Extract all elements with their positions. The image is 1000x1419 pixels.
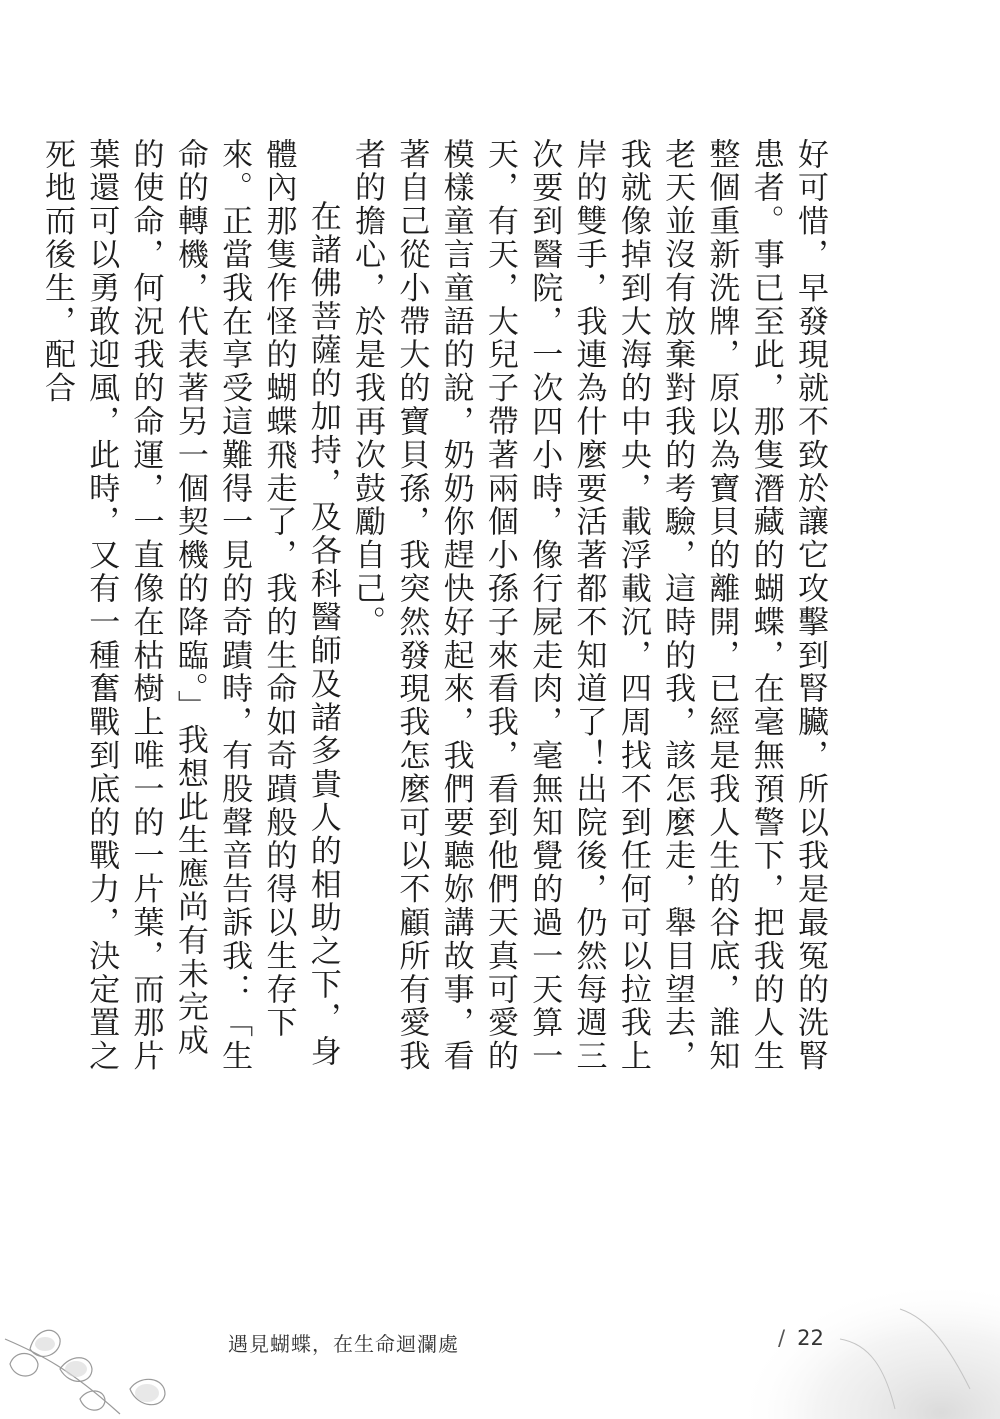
running-title: 遇見蝴蝶，在生命迴瀾處 xyxy=(228,1332,459,1356)
paragraph-1: 好可惜，早發現就不致於讓它攻擊到腎臟，所以我是最冤的洗腎患者。事已至此，那隻潛藏的蝴蝶，在毫無預警下，把我的人生整個重新洗牌，原以為寶貝的離開，已經是我人生的谷底，誰知老天並沒有放棄對我的考驗，這時的我，該怎麼走，舉目望去，我就像掉到大海的中央，載浮載沉，四周找不到任何可以拉我上岸的雙手，我連為什麼要活著都不知道了！出院後，仍然每週三次要到醫院，一次四小時，像行屍走肉，毫無知覺的過一天算一天，有天，大兒子帶著兩個小孫子來看我，看到他們天真可愛的模樣童言童語的說，奶奶你趕快好起來，我們要聽妳講故事，看著自己從小帶大的寶貝孫，我突然發現我怎麼可以不顧所有愛我者的擔心，於是我再次鼓勵自己。 xyxy=(349,138,828,1074)
page-separator: / xyxy=(778,1326,786,1350)
vertical-text-body xyxy=(35,138,832,1078)
ink-wash-icon xyxy=(670,1249,1000,1419)
paragraph-2: 在諸佛菩薩的加持，及各科醫師及諸多貴人的相助之下，身體內那隻作怪的蝴蝶飛走了，我的生命如奇蹟般的得以生存下來。正當我在享受這難得一見的奇蹟時，有股聲音告訴我：「生命的轉機，代表著另一個契機的降臨。」我想此生應尚有未完成的使命，何況我的命運，一直像在枯樹上唯一的一片葉，而那片葉還可以勇敢迎風，此時，又有一種奮戰到底的戰力，決定置之死地而後生，配合 xyxy=(38,138,341,1074)
page-number: 22 xyxy=(797,1326,824,1350)
page-number-group xyxy=(778,1326,824,1350)
flower-sketch-icon xyxy=(0,1309,200,1419)
